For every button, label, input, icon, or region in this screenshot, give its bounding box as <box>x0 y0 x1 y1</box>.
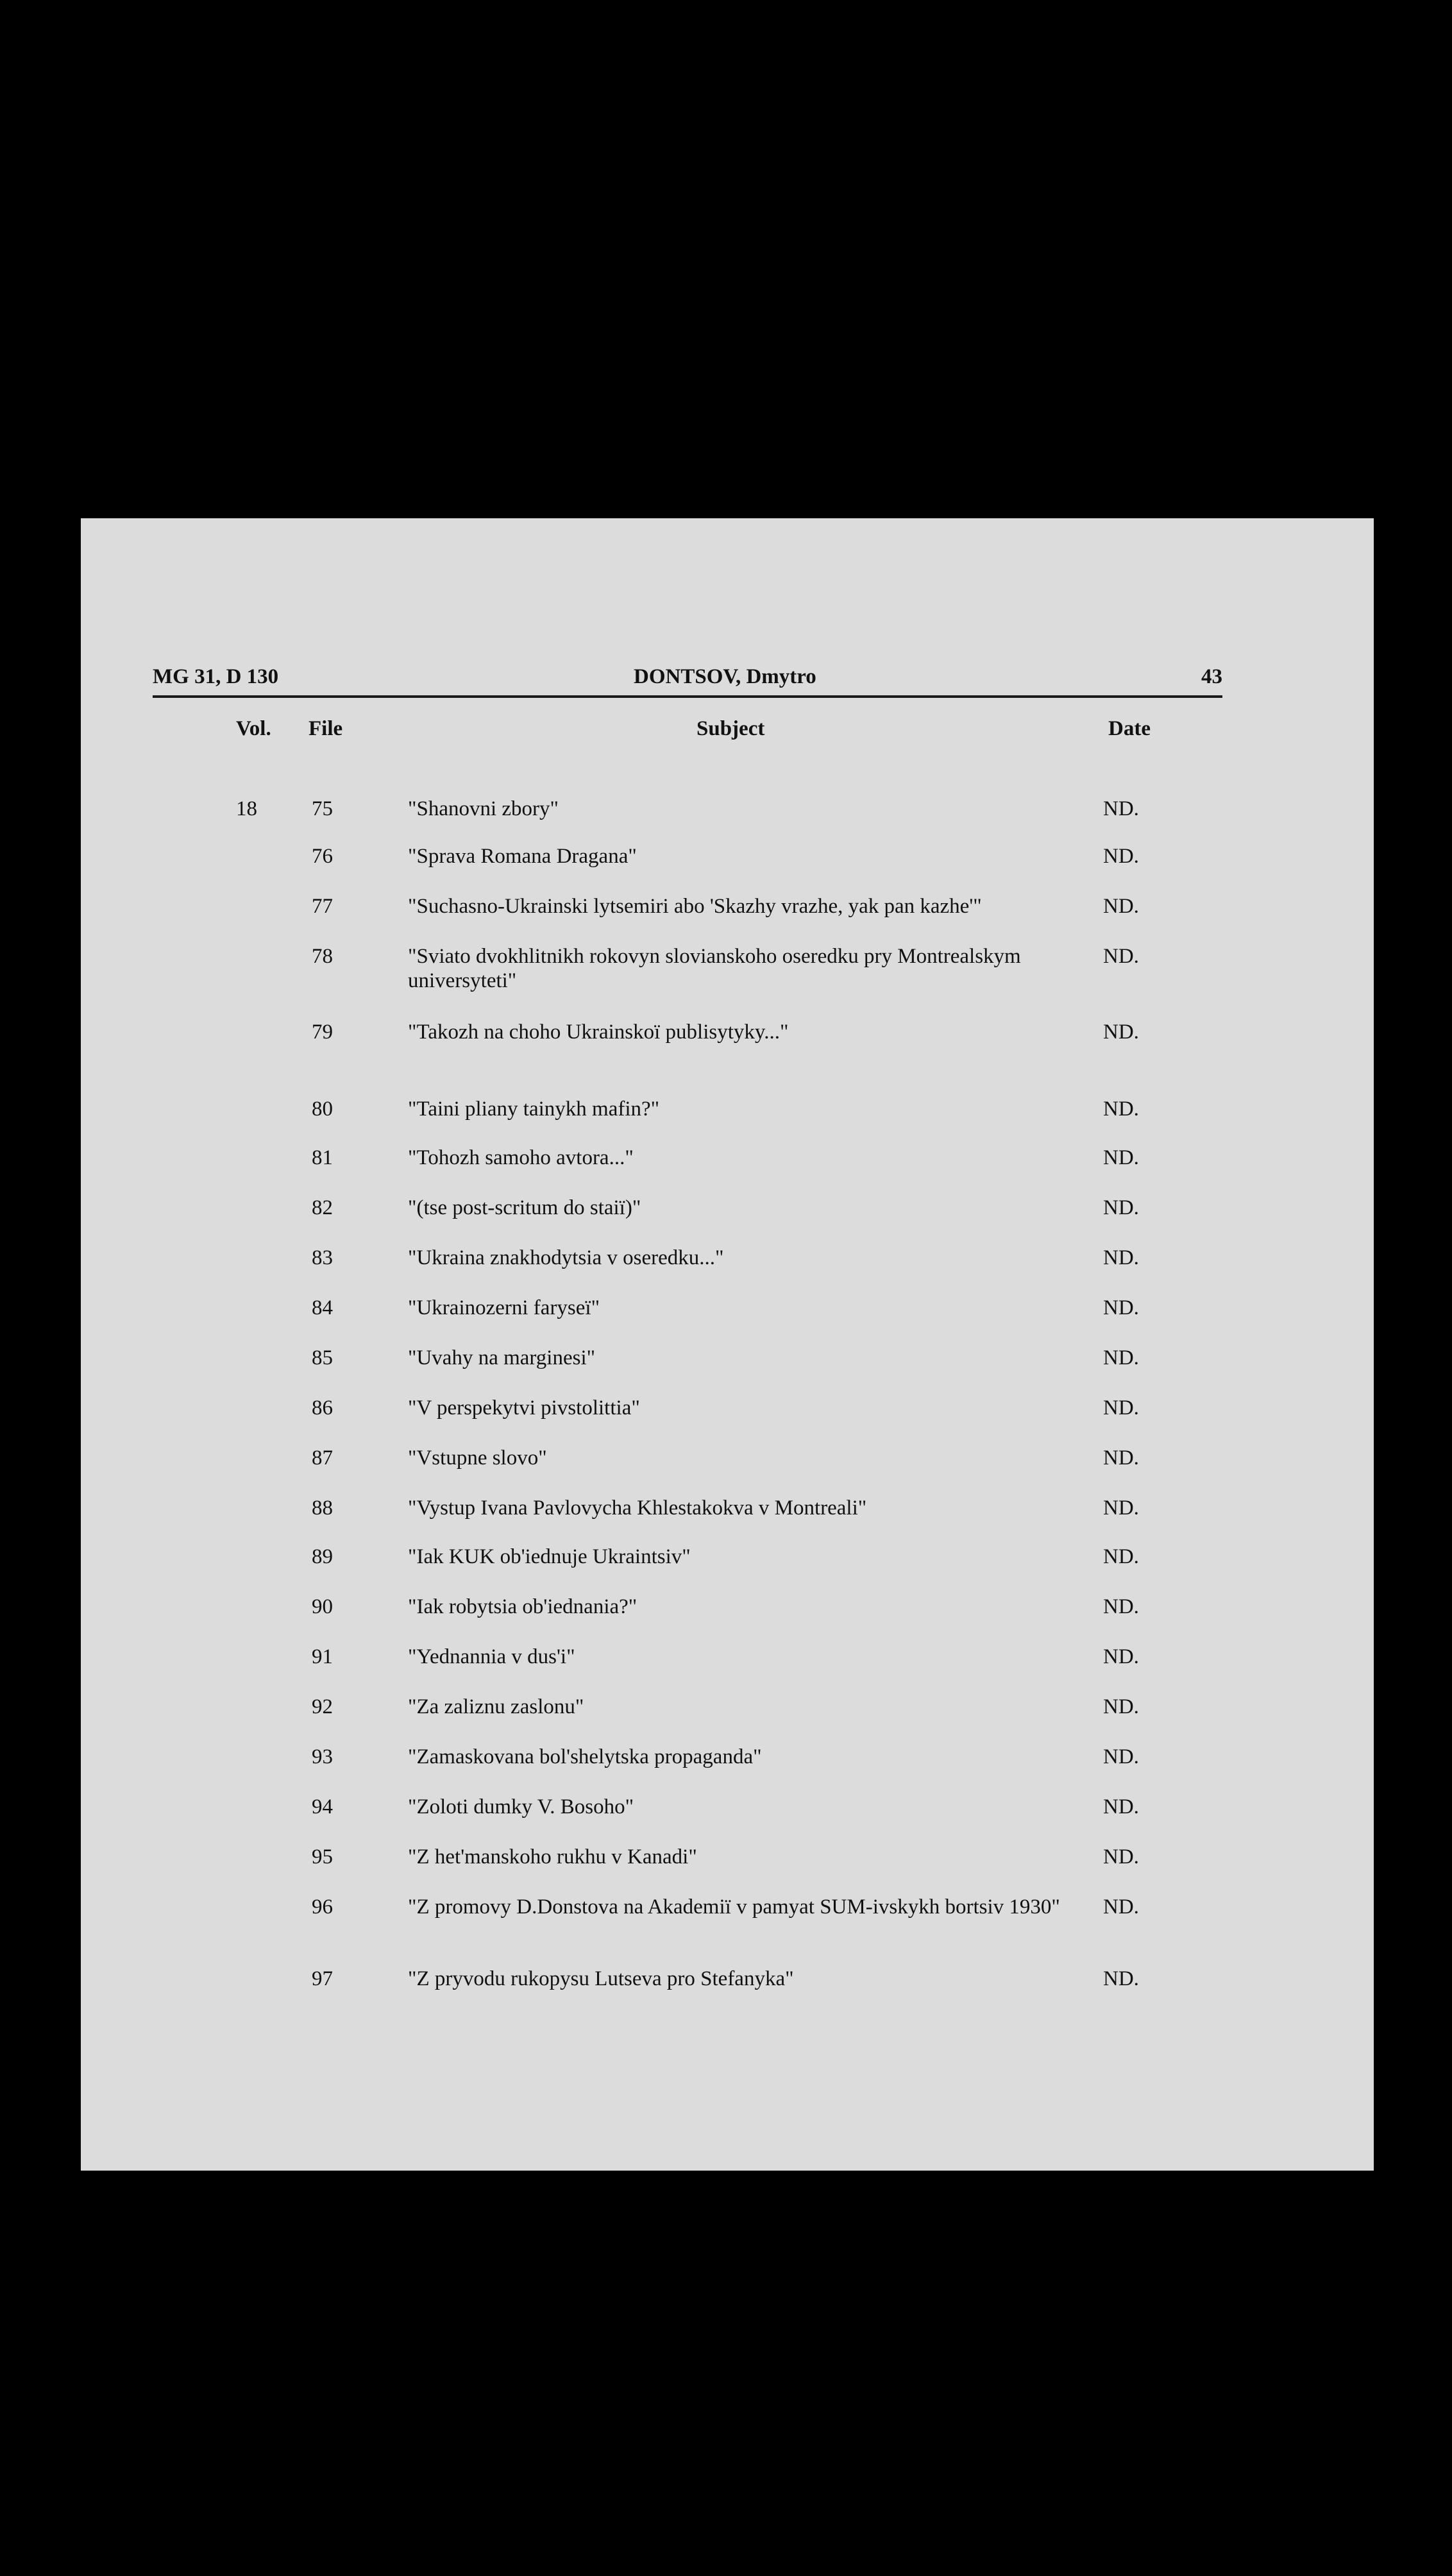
collection-reference: MG 31, D 130 <box>153 665 279 688</box>
row-subject: "Vystup Ivana Pavlovycha Khlestakokva v Montreali" <box>408 1496 867 1520</box>
page-number: 43 <box>1201 665 1222 688</box>
row-subject: "Suchasno-Ukrainski lytsemiri abo 'Skazhy vrazhe, yak pan kazhe'" <box>408 895 982 918</box>
column-header-date: Date <box>1108 717 1151 740</box>
row-subject: "Z promovy D.Donstova na Akademiï v pamyat SUM-ivskykh bortsiv 1930" <box>408 1895 1060 1919</box>
row-date: ND. <box>1103 1645 1139 1668</box>
row-date: ND. <box>1103 1296 1139 1319</box>
row-subject: "Uvahy na marginesi" <box>408 1346 596 1369</box>
row-file: 86 <box>312 1396 333 1419</box>
row-date: ND. <box>1103 1146 1139 1169</box>
row-file: 87 <box>312 1446 333 1470</box>
row-subject: "Za zaliznu zaslonu" <box>408 1695 584 1718</box>
row-subject: "Ukraina znakhodytsia v oseredku..." <box>408 1246 724 1269</box>
row-subject: "Z het'manskoho rukhu v Kanadi" <box>408 1845 697 1868</box>
row-vol: 18 <box>236 797 257 820</box>
row-file: 77 <box>312 895 333 918</box>
row-file: 92 <box>312 1695 333 1718</box>
row-subject: "Z pryvodu rukopysu Lutseva pro Stefanyka" <box>408 1967 794 1990</box>
row-subject: "Sprava Romana Dragana" <box>408 845 637 868</box>
row-file: 91 <box>312 1645 333 1668</box>
row-date: ND. <box>1103 1396 1139 1419</box>
row-file: 96 <box>312 1895 333 1919</box>
row-date: ND. <box>1103 1967 1139 1990</box>
row-date: ND. <box>1103 1595 1139 1618</box>
row-subject: "Vstupne slovo" <box>408 1446 547 1470</box>
row-subject: "Sviato dvokhlitnikh rokovyn slovianskoho oseredku pry Montrealskym universyteti" <box>408 945 1021 992</box>
row-file: 90 <box>312 1595 333 1618</box>
row-subject: "Iak robytsia ob'iednania?" <box>408 1595 637 1618</box>
row-date: ND. <box>1103 1496 1139 1520</box>
row-date: ND. <box>1103 1346 1139 1369</box>
row-subject: "Yednannia v dus'i" <box>408 1645 575 1668</box>
row-subject: "Zoloti dumky V. Bosoho" <box>408 1795 634 1818</box>
row-date: ND. <box>1103 1545 1139 1568</box>
row-file: 82 <box>312 1196 333 1219</box>
row-file: 95 <box>312 1845 333 1868</box>
row-date: ND. <box>1103 1895 1139 1919</box>
row-subject: "Ukrainozerni faryseï" <box>408 1296 600 1319</box>
column-header-file: File <box>308 717 343 740</box>
row-file: 88 <box>312 1496 333 1520</box>
column-header-subject: Subject <box>696 717 765 740</box>
row-file: 97 <box>312 1967 333 1990</box>
row-subject: "Zamaskovana bol'shelytska propaganda" <box>408 1745 762 1768</box>
row-date: ND. <box>1103 1097 1139 1121</box>
row-file: 81 <box>312 1146 333 1169</box>
column-header-vol: Vol. <box>236 717 271 740</box>
row-date: ND. <box>1103 1845 1139 1868</box>
row-date: ND. <box>1103 1745 1139 1768</box>
row-date: ND. <box>1103 1446 1139 1470</box>
row-file: 84 <box>312 1296 333 1319</box>
row-file: 94 <box>312 1795 333 1818</box>
row-file: 85 <box>312 1346 333 1369</box>
row-file: 75 <box>312 797 333 820</box>
row-file: 76 <box>312 845 333 868</box>
row-subject: "Tohozh samoho avtora..." <box>408 1146 634 1169</box>
row-date: ND. <box>1103 1246 1139 1269</box>
row-date: ND. <box>1103 1695 1139 1718</box>
row-date: ND. <box>1103 797 1139 820</box>
row-subject: "Taini pliany tainykh mafin?" <box>408 1097 660 1121</box>
row-date: ND. <box>1103 1196 1139 1219</box>
row-date: ND. <box>1103 945 1139 968</box>
row-date: ND. <box>1103 1795 1139 1818</box>
row-date: ND. <box>1103 895 1139 918</box>
row-file: 79 <box>312 1021 333 1044</box>
fonds-name: DONTSOV, Dmytro <box>634 665 816 688</box>
row-subject: "Shanovni zbory" <box>408 797 559 820</box>
row-file: 83 <box>312 1246 333 1269</box>
row-file: 89 <box>312 1545 333 1568</box>
row-subject: "Iak KUK ob'iednuje Ukraintsiv" <box>408 1545 691 1568</box>
row-subject: "V perspekytvi pivstolittia" <box>408 1396 640 1419</box>
row-file: 78 <box>312 945 333 968</box>
row-date: ND. <box>1103 1021 1139 1044</box>
row-subject: "Takozh na choho Ukrainskoï publisytyky..." <box>408 1021 789 1044</box>
row-date: ND. <box>1103 845 1139 868</box>
row-file: 80 <box>312 1097 333 1121</box>
row-file: 93 <box>312 1745 333 1768</box>
row-subject: "(tse post-scritum do staiï)" <box>408 1196 641 1219</box>
